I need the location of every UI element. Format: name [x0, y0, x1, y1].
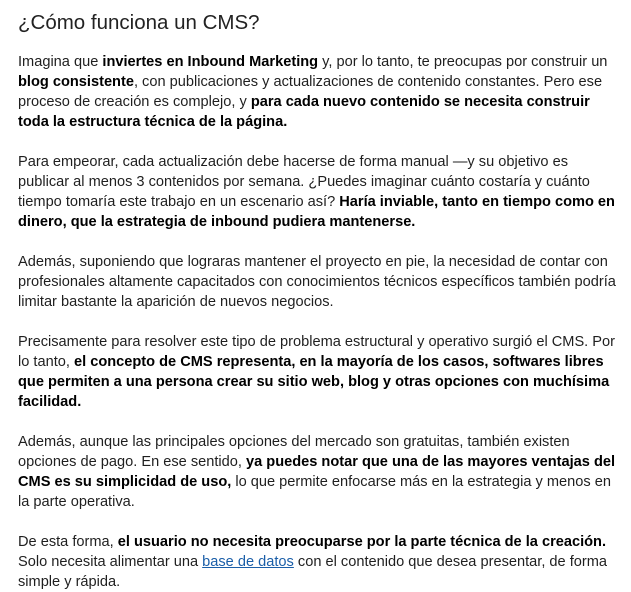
bold-text: para cada nuevo contenido se necesita construir toda la estructura técnica de la página. — [18, 94, 590, 130]
text-run: Precisamente para resolver este tipo de problema estructural y operativo surgió el CMS. Por lo tanto, — [18, 334, 615, 370]
text-run: con el contenido que desea presentar, de forma simple y rápida. — [18, 554, 608, 590]
bold-text: el usuario no necesita preocuparse por la parte técnica de la creación. — [117, 534, 607, 550]
text-run: De esta forma, — [18, 534, 118, 550]
article-body — [18, 52, 619, 592]
base-de-datos-link[interactable]: base de datos — [202, 554, 294, 570]
text-run: Además, aunque las principales opciones del mercado son gratuitas, también existen opciones de pago. En ese sentido, — [18, 434, 570, 470]
text-run: Imagina que — [18, 54, 103, 70]
paragraph — [18, 332, 619, 412]
paragraph — [18, 152, 619, 232]
text-run: y, por lo tanto, te preocupas por construir un — [318, 54, 608, 70]
bold-text: ya puedes notar que una de las mayores ventajas del CMS es su simplicidad de uso, — [18, 454, 616, 490]
article-title: ¿Cómo funciona un CMS? — [18, 11, 260, 34]
text-run: , con publicaciones y actualizaciones de contenido constantes. Pero ese proceso de creación es complejo, y — [18, 74, 603, 110]
paragraph — [18, 252, 619, 312]
paragraph — [18, 432, 619, 512]
paragraph — [18, 52, 619, 132]
bold-text: Haría inviable, tanto en tiempo como en dinero, que la estrategia de inbound pudiera mantenerse. — [18, 194, 615, 230]
text-run: Solo necesita alimentar una — [18, 554, 203, 570]
bold-text: el concepto de CMS representa, en la mayoría de los casos, softwares libres que permiten a una persona crear su sitio web, blog y otras opciones con muchísima facilidad. — [18, 354, 610, 410]
bold-text: inviertes en Inbound Marketing — [102, 54, 319, 70]
text-run: lo que permite enfocarse más en la estrategia y menos en la parte operativa. — [18, 474, 611, 510]
text-run: Para empeorar, cada actualización debe hacerse de forma manual —y su objetivo es publicar al menos 3 contenidos por semana. ¿Puedes imaginar cuánto costaría y cuánto tiempo tomaría este trabajo en un escenario así? — [18, 154, 590, 210]
text-run: Además, suponiendo que lograras mantener el proyecto en pie, la necesidad de contar con profesionales altamente capacitados con conocimientos técnicos específicos también podría limitar bastante la aparición de nuevos negocios. — [18, 254, 616, 310]
paragraph — [18, 532, 619, 592]
bold-text: blog consistente — [18, 74, 134, 90]
